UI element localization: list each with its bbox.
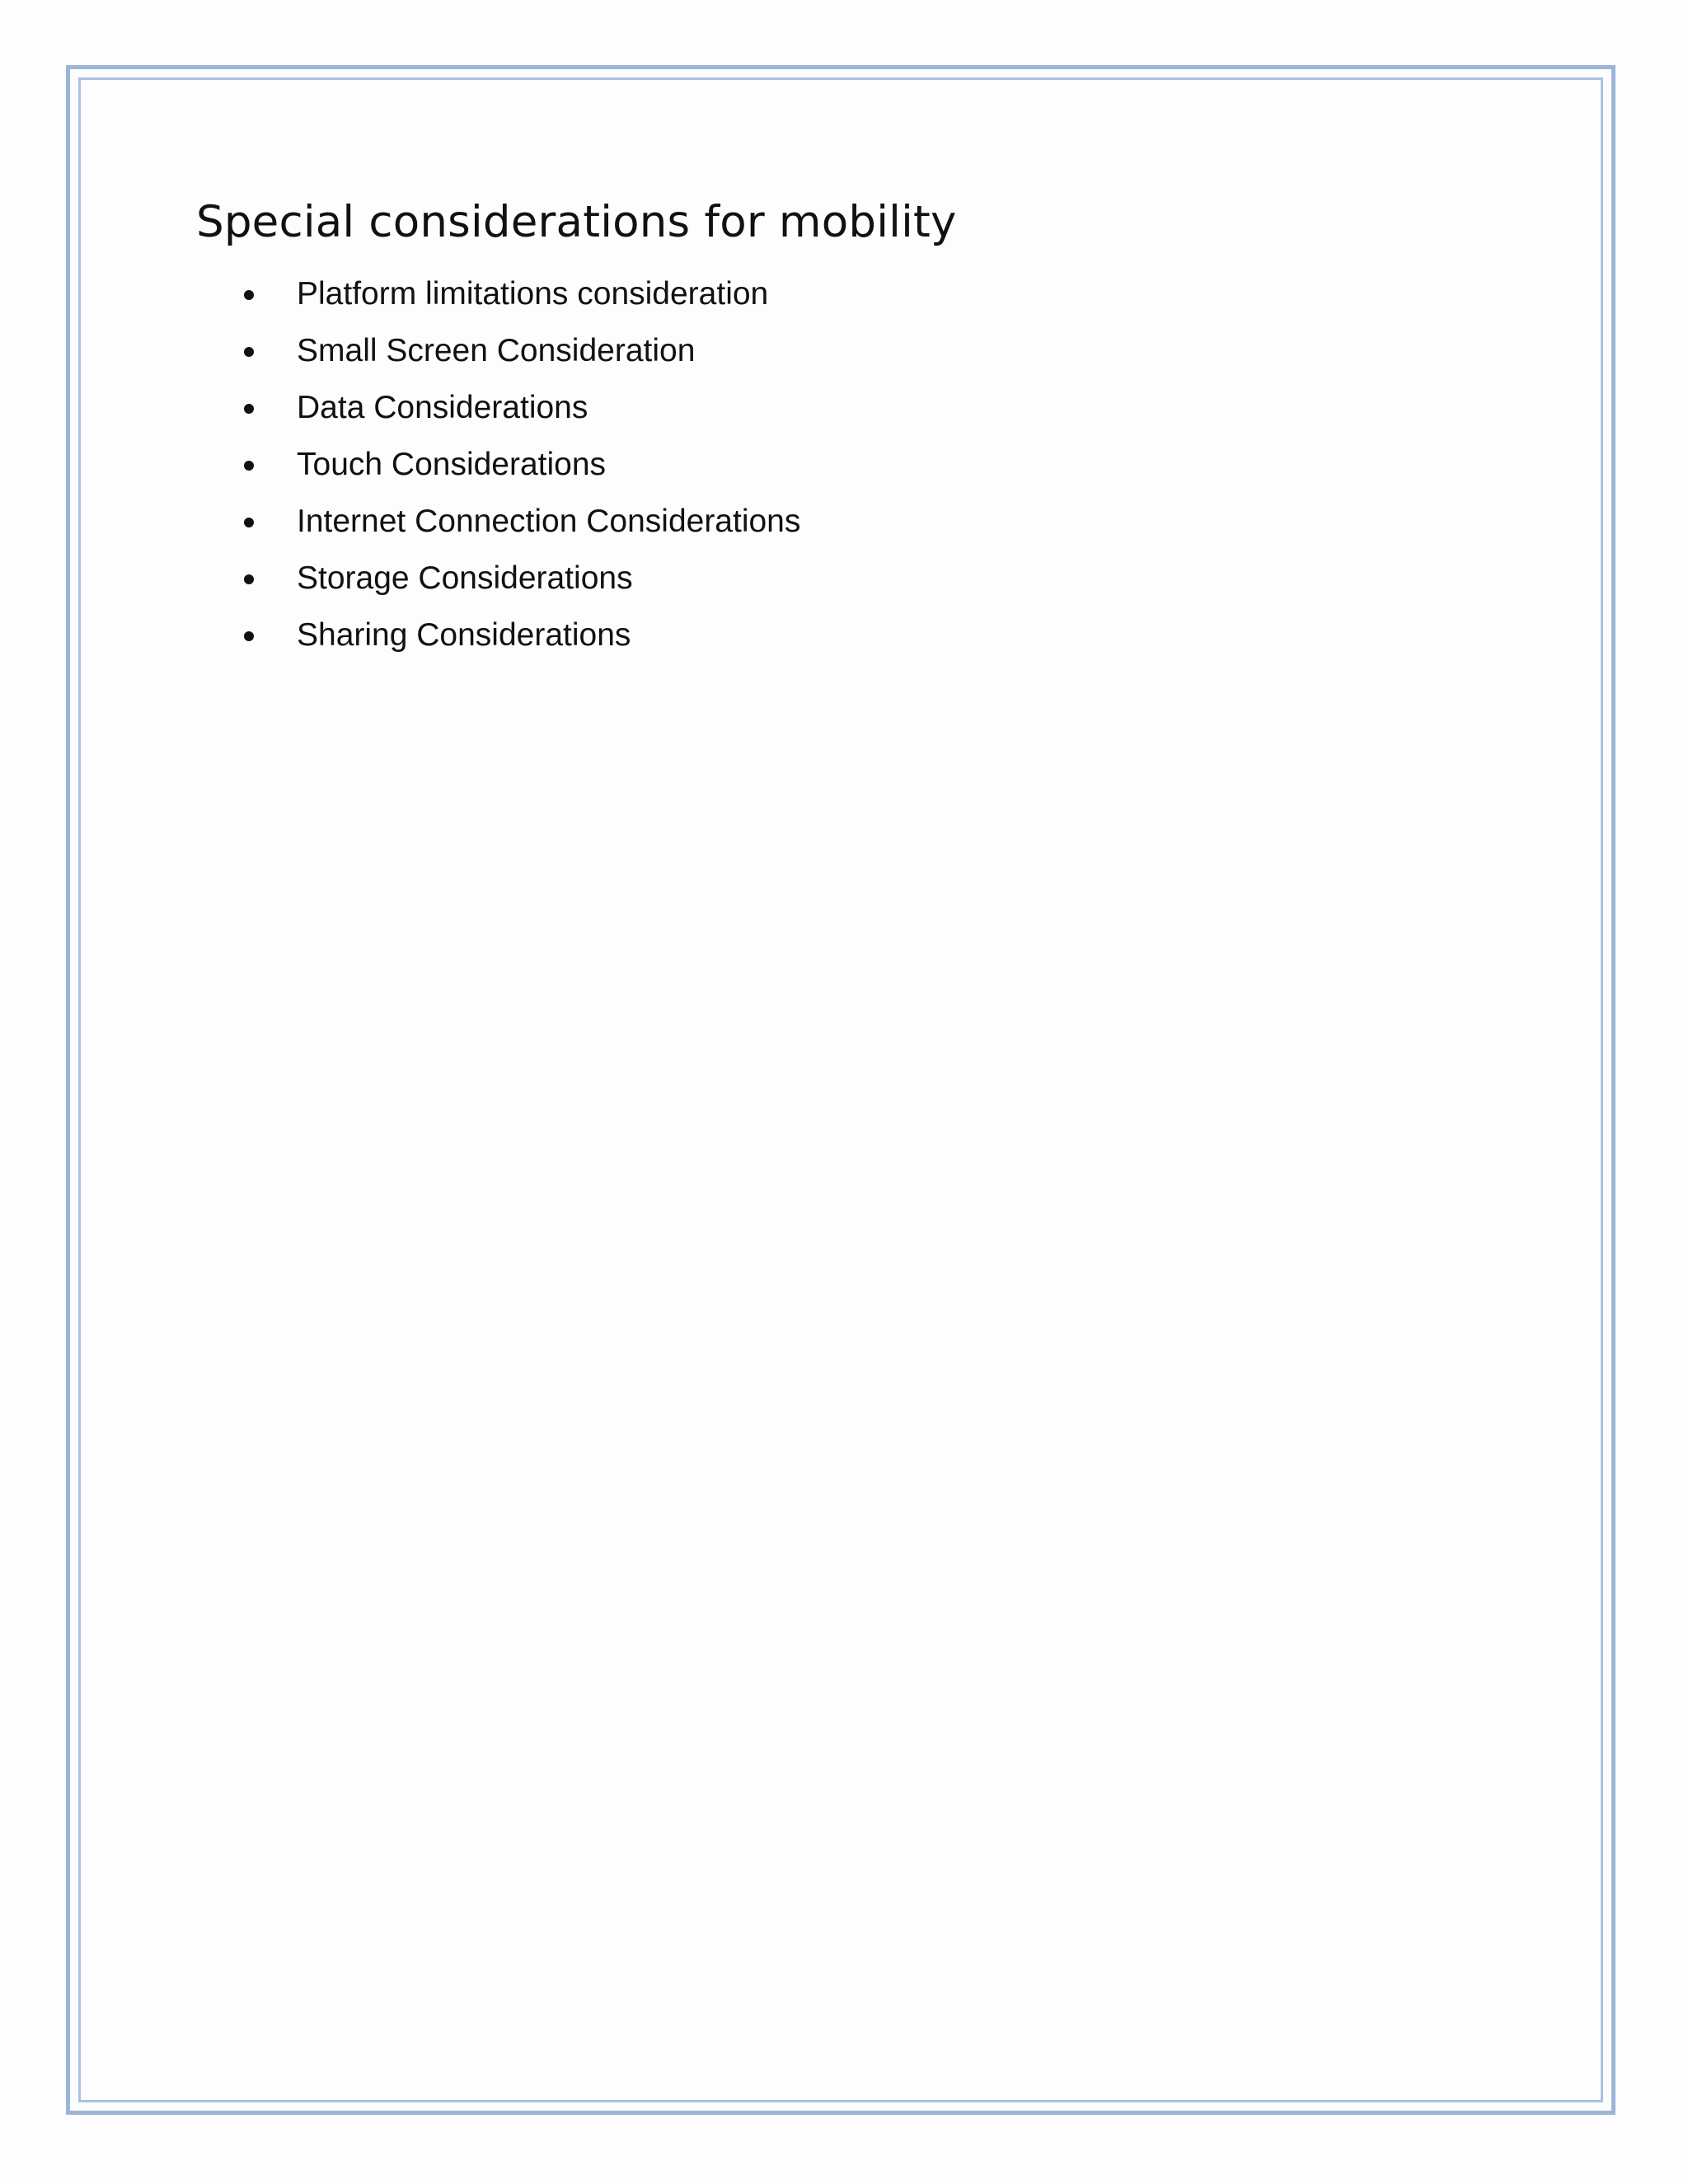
list-item-text: Platform limitations consideration: [297, 276, 769, 312]
bullet-icon: [244, 347, 254, 357]
list-item-text: Small Screen Consideration: [297, 333, 696, 368]
list-item-text: Internet Connection Considerations: [297, 504, 801, 539]
list-item-text: Sharing Considerations: [297, 617, 631, 653]
list-item-text: Data Considerations: [297, 390, 588, 425]
page-border-inner: [78, 77, 1603, 2102]
list-item-text: Storage Considerations: [297, 560, 633, 596]
bullet-icon: [244, 631, 254, 641]
bullet-icon: [244, 461, 254, 471]
bullet-icon: [244, 404, 254, 414]
bullet-icon: [244, 574, 254, 584]
bullet-icon: [244, 518, 254, 527]
page-heading: Special considerations for mobility: [196, 197, 957, 247]
bullet-icon: [244, 290, 254, 300]
list-item-text: Touch Considerations: [297, 447, 607, 482]
